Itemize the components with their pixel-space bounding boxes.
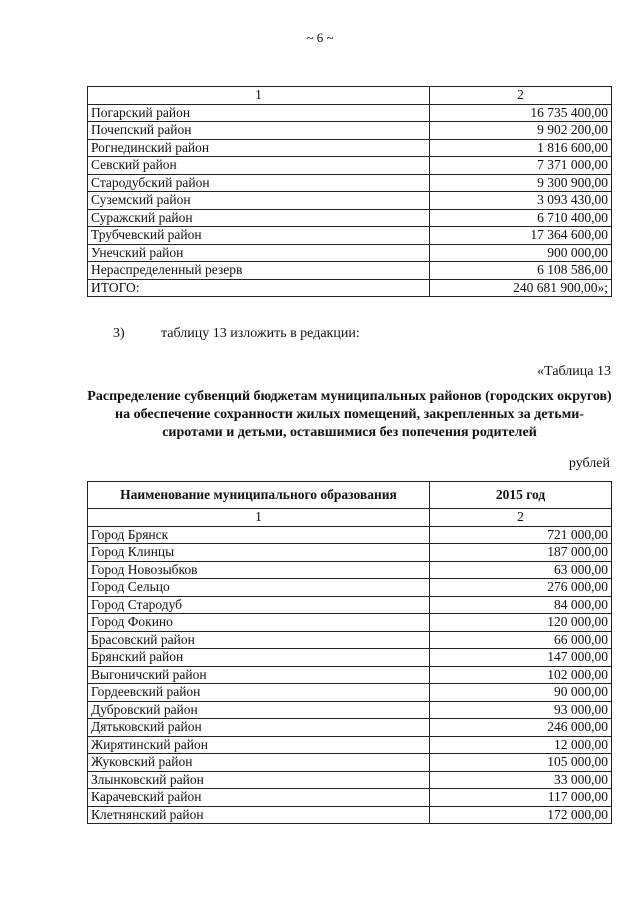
table-row [88, 174, 612, 192]
header-row [88, 482, 612, 509]
row-name: Жирятинский район [88, 736, 430, 754]
row-value: 7 371 000,00 [430, 157, 612, 175]
table-row [88, 684, 612, 702]
row-name: Город Стародуб [88, 596, 430, 614]
row-name: Город Брянск [88, 526, 430, 544]
row-value: 172 000,00 [430, 806, 612, 824]
row-value: 9 300 900,00 [430, 174, 612, 192]
row-value: 9 902 200,00 [430, 122, 612, 140]
row-name: Суземский район [88, 192, 430, 210]
row-name: Погарский район [88, 104, 430, 122]
row-value: 117 000,00 [430, 789, 612, 807]
row-name: Гордеевский район [88, 684, 430, 702]
table-row [88, 192, 612, 210]
row-name: Злынковский район [88, 771, 430, 789]
table-label: «Таблица 13 [537, 364, 611, 379]
column-number-row [88, 87, 612, 105]
row-value: 90 000,00 [430, 684, 612, 702]
row-name: Брянский район [88, 649, 430, 667]
row-value: 3 093 430,00 [430, 192, 612, 210]
table-row [88, 544, 612, 562]
row-value: 16 735 400,00 [430, 104, 612, 122]
row-value: 17 364 600,00 [430, 227, 612, 245]
row-name: ИТОГО: [88, 279, 430, 297]
row-name: Карачевский район [88, 789, 430, 807]
row-name: Стародубский район [88, 174, 430, 192]
table-row [88, 157, 612, 175]
row-name: Город Новозыбков [88, 561, 430, 579]
table-row [88, 789, 612, 807]
item-number: 3) [113, 326, 125, 341]
table-row [88, 701, 612, 719]
row-name: Трубчевский район [88, 227, 430, 245]
table-row [88, 122, 612, 140]
column-number-1: 1 [88, 509, 430, 527]
row-value: 12 000,00 [430, 736, 612, 754]
row-name: Нераспределенный резерв [88, 262, 430, 280]
row-value: 33 000,00 [430, 771, 612, 789]
row-name: Суражский район [88, 209, 430, 227]
row-name: Город Фокино [88, 614, 430, 632]
page-number: ~ 6 ~ [306, 30, 334, 45]
table-row [88, 227, 612, 245]
item-text: таблицу 13 изложить в редакции: [161, 326, 360, 341]
units-label: рублей [568, 456, 610, 471]
subsidy-table-continued [87, 86, 612, 297]
table-row [88, 771, 612, 789]
table-row [88, 736, 612, 754]
row-name: Рогнединский район [88, 139, 430, 157]
row-value: 6 710 400,00 [430, 209, 612, 227]
column-number-2: 2 [430, 509, 612, 527]
row-value: 66 000,00 [430, 631, 612, 649]
row-value: 1 816 600,00 [430, 139, 612, 157]
row-name: Клетнянский район [88, 806, 430, 824]
row-name: Дятьковский район [88, 719, 430, 737]
row-value: 900 000,00 [430, 244, 612, 262]
table-row [88, 806, 612, 824]
table-row [88, 279, 612, 297]
row-value: 102 000,00 [430, 666, 612, 684]
table-row [88, 104, 612, 122]
row-value: 240 681 900,00»; [430, 279, 612, 297]
header-year: 2015 год [430, 482, 612, 509]
row-value: 84 000,00 [430, 596, 612, 614]
column-number-2: 2 [430, 87, 612, 105]
row-name: Дубровский район [88, 701, 430, 719]
row-name: Город Сельцо [88, 579, 430, 597]
row-value: 721 000,00 [430, 526, 612, 544]
table-row [88, 262, 612, 280]
column-number-row [88, 509, 612, 527]
header-municipality: Наименование муниципального образования [88, 482, 430, 509]
row-value: 6 108 586,00 [430, 262, 612, 280]
table-row [88, 754, 612, 772]
table-row [88, 719, 612, 737]
table-row [88, 631, 612, 649]
row-value: 120 000,00 [430, 614, 612, 632]
row-value: 246 000,00 [430, 719, 612, 737]
row-name: Выгоничский район [88, 666, 430, 684]
table-row [88, 649, 612, 667]
row-value: 187 000,00 [430, 544, 612, 562]
table-row [88, 561, 612, 579]
table-row [88, 614, 612, 632]
row-name: Унечский район [88, 244, 430, 262]
table-row [88, 666, 612, 684]
row-name: Севский район [88, 157, 430, 175]
table-row [88, 526, 612, 544]
row-value: 63 000,00 [430, 561, 612, 579]
row-value: 147 000,00 [430, 649, 612, 667]
table-row [88, 596, 612, 614]
row-name: Жуковский район [88, 754, 430, 772]
table-row [88, 579, 612, 597]
table-row [88, 139, 612, 157]
row-name: Почепский район [88, 122, 430, 140]
row-value: 93 000,00 [430, 701, 612, 719]
subvention-table-13 [87, 481, 612, 824]
row-name: Брасовский район [88, 631, 430, 649]
table-row [88, 244, 612, 262]
row-name: Город Клинцы [88, 544, 430, 562]
table-row [88, 209, 612, 227]
column-number-1: 1 [88, 87, 430, 105]
table-title: Распределение субвенций бюджетам муниципальных районов (городских округов) на обеспечение сохранности жилых помещений, закрепленных за детьми-сиротами и детьми, оставшимися без попечения родителей [87, 389, 612, 440]
amendment-item-3 [113, 326, 360, 342]
row-value: 276 000,00 [430, 579, 612, 597]
row-value: 105 000,00 [430, 754, 612, 772]
